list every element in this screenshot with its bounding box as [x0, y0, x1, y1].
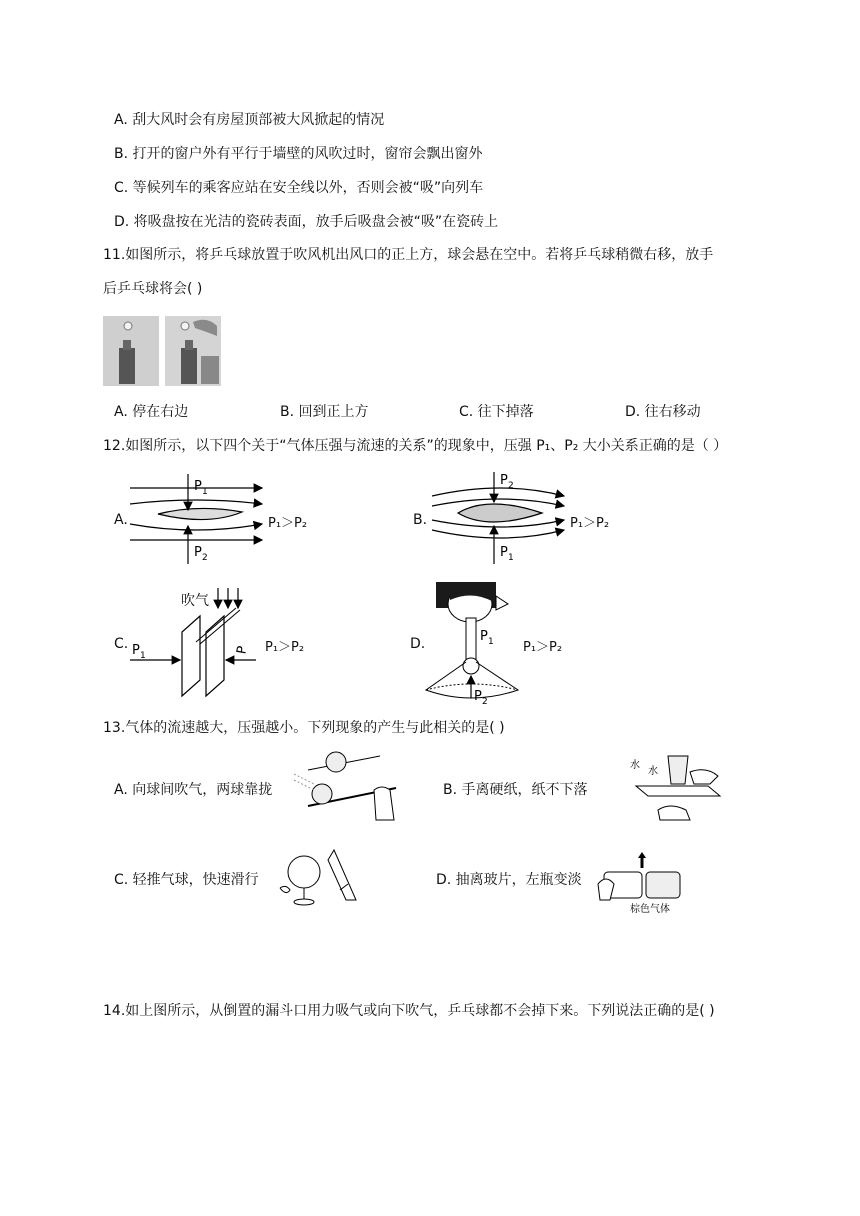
q13-option-c: C. 轻推气球，快速滑行: [114, 872, 259, 888]
q12d-p1-text: P: [480, 629, 488, 644]
q13-stem: 13.气体的流速越大，压强越小。下列现象的产生与此相关的是( ): [103, 720, 505, 736]
q12-c-blow-label: 吹气: [181, 593, 209, 609]
q12-c-label: C.: [114, 636, 129, 652]
q12c-p1-sub: 1: [140, 651, 146, 661]
gas-bottles-illustration: [596, 850, 688, 920]
q12-c-relation: P₁＞P₂: [265, 640, 305, 655]
q13-option-a: A. 向球间吹气，两球靠拢: [114, 782, 273, 798]
q11-stem-line2: 后乒乓球将会( ): [103, 281, 203, 297]
balloon-glider-illustration: [274, 840, 366, 920]
q13b-water-text-1: 水: [630, 760, 640, 771]
q12c-p2-text: P: [234, 644, 251, 656]
balls-blow-illustration: [288, 750, 400, 832]
q12-d-relation: P₁＞P₂: [523, 640, 563, 655]
q12-a-relation: P₁＞P₂: [268, 516, 308, 531]
q10-option-b: B. 打开的窗户外有平行于墙壁的风吹过时，窗帘会飘出窗外: [114, 146, 483, 162]
q13-option-d: D. 抽离玻片，左瓶变淡: [436, 872, 582, 888]
q12c-p1-text: P: [132, 643, 140, 658]
q12a-p1-sub: 1: [202, 487, 208, 497]
q12a-p2-sub: 2: [202, 553, 208, 563]
q13-option-b: B. 手离硬纸，纸不下落: [443, 782, 588, 798]
q12a-p2-text: P: [194, 545, 202, 560]
q11-option-c: C. 往下掉落: [459, 404, 534, 420]
q12-stem: 12.如图所示，以下四个关于“气体压强与流速的关系”的现象中，压强 P₁、P₂ 大小关系正确的是（ ）: [103, 438, 728, 454]
q12d-p2-text: P: [474, 689, 482, 704]
q12a-p1-text: P: [194, 479, 202, 494]
q12b-p2-sub: 2: [508, 481, 514, 491]
q13d-gas-text: 棕色气体: [630, 904, 670, 915]
q12d-p1-sub: 1: [488, 637, 494, 647]
diagram-12c: [126, 584, 262, 702]
q12d-p2-sub: 2: [482, 697, 488, 706]
q10-option-c: C. 等候列车的乘客应站在安全线以外，否则会被“吸”向列车: [114, 180, 484, 196]
q12b-p1-sub: 1: [508, 553, 514, 563]
q10-option-d: D. 将吸盘按在光洁的瓷砖表面，放手后吸盘会被“吸”在瓷砖上: [114, 214, 499, 230]
diagram-12b: [428, 468, 568, 568]
q12-d-label: D.: [410, 636, 426, 652]
q12-b-label: B.: [413, 512, 428, 528]
q12b-p1-text: P: [500, 545, 508, 560]
diagram-12d: [418, 578, 526, 706]
q12-a-label: A.: [114, 512, 128, 528]
q11-stem-line1: 11.如图所示，将乒乓球放置于吹风机出风口的正上方，球会悬在空中。若将乒乓球稍微右移，放手: [103, 247, 714, 263]
q14-stem: 14.如上图所示，从倒置的漏斗口用力吸气或向下吹气，乒乓球都不会掉下来。下列说法正确的是( ): [103, 1003, 715, 1019]
q12b-p2-text: P: [500, 473, 508, 488]
q11-option-a: A. 停在右边: [114, 404, 189, 420]
hair-dryer-photo: [103, 316, 221, 386]
q11-option-d: D. 往右移动: [625, 404, 701, 420]
q12-b-relation: P₁＞P₂: [570, 516, 610, 531]
q11-option-b: B. 回到正上方: [280, 404, 369, 420]
diagram-12a: [126, 468, 266, 568]
q10-option-a: A. 刮大风时会有房屋顶部被大风掀起的情况: [114, 112, 385, 128]
cup-paper-illustration: [628, 752, 724, 824]
q13b-water-text-2: 水: [648, 766, 658, 777]
